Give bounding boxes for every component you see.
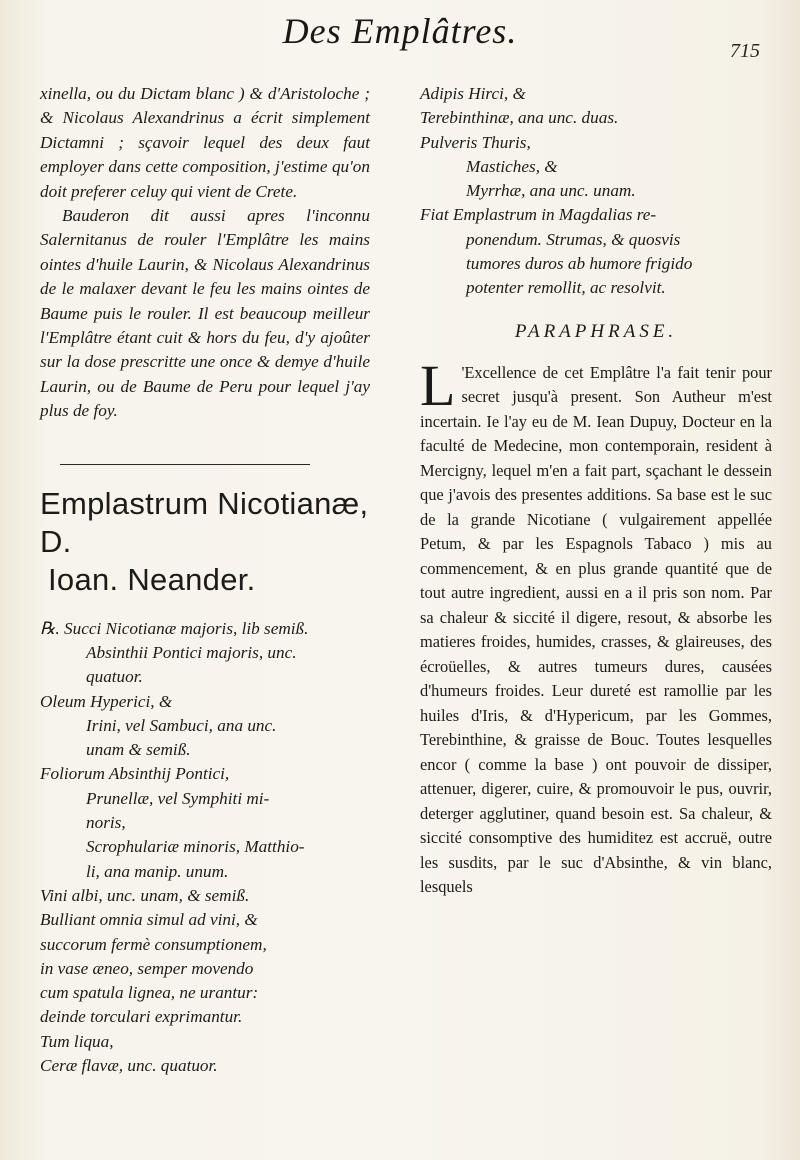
- recipe-line: cum spatula lignea, ne urantur:: [40, 983, 259, 1003]
- drop-cap: L: [420, 352, 456, 418]
- recipe-line: Terebinthinæ, ana unc. duas.: [420, 108, 619, 128]
- paraphrase-body: [420, 352, 772, 900]
- recipe-line: noris,: [86, 813, 126, 833]
- recipe-line: Oleum Hyperici, &: [40, 691, 173, 711]
- paraphrase-heading: PARAPHRASE.: [514, 320, 678, 342]
- left-column: [40, 82, 370, 1078]
- recipe-line: Foliorum Absinthij Pontici,: [40, 764, 230, 784]
- recipe-line: succorum fermè consumptionem,: [40, 934, 267, 954]
- recipe-line: potenter remollit, ac resolvit.: [466, 278, 666, 298]
- recipe-line: Myrrhæ, ana unc. unam.: [466, 181, 636, 201]
- running-head: Des Emplâtres.: [282, 11, 518, 51]
- paragraph-1: xinella, ou du Dictam blanc ) & d'Aristoloche ; & Nicolaus Alexandrinus a écrit simplement Dictamni ; sçavoir lequel des deux faut employer dans cette composition, j'estime qu'on doit preferer celuy qui vient de Crete.: [40, 84, 370, 201]
- page-number: 715: [730, 40, 760, 62]
- section-title-line-2: Ioan. Neander.: [48, 561, 256, 597]
- right-column: [420, 82, 772, 900]
- recipe-line: Mastiches, &: [466, 156, 558, 176]
- recipe-line: Ceræ flavæ, unc. quatuor.: [40, 1056, 218, 1076]
- recipe-list-right: [420, 82, 772, 301]
- recipe-line: Vini albi, unc. unam, & semiß.: [40, 885, 250, 905]
- recipe-line: Absinthii Pontici majoris, unc.: [86, 642, 297, 662]
- recipe-line: tumores duros ab humore frigido: [466, 254, 693, 274]
- recipe-line: Scrophulariæ minoris, Matthio-: [86, 837, 305, 857]
- recipe-line: li, ana manip. unum.: [86, 861, 229, 881]
- recipe-line: Prunellæ, vel Symphiti mi-: [86, 788, 270, 808]
- recipe-line: Adipis Hirci, &: [420, 84, 526, 103]
- opening-text: [40, 82, 370, 424]
- recipe-line: Tum liqua,: [40, 1031, 114, 1051]
- section-title: [40, 485, 370, 599]
- recipe-line: ponendum. Strumas, & quosvis: [466, 229, 681, 249]
- recipe-line: quatuor.: [86, 667, 143, 687]
- recipe-line: Pulveris Thuris,: [420, 132, 531, 152]
- recipe-line: Fiat Emplastrum in Magdalias re-: [420, 205, 657, 225]
- recipe-line: in vase æneo, semper movendo: [40, 958, 254, 978]
- recipe-line: Irini, vel Sambuci, ana unc.: [86, 715, 277, 735]
- recipe-line: deinde torculari exprimantur.: [40, 1007, 243, 1027]
- recipe-line: unam & semiß.: [86, 740, 191, 760]
- section-title-line-1: Emplastrum Nicotianæ, D.: [40, 485, 369, 559]
- section-divider: [60, 464, 310, 465]
- recipe-line: Bulliant omnia simul ad vini, &: [40, 910, 258, 930]
- recipe-list-left: [40, 617, 370, 1079]
- recipe-line: ℞. Succi Nicotianæ majoris, lib semiß.: [40, 618, 309, 638]
- paragraph-2: Bauderon dit aussi apres l'inconnu Salernitanus de rouler l'Emplâtre les mains ointes d'huile Laurin, & Nicolaus Alexandrinus de le malaxer devant le feu les mains ointes de Baume puis le rouler. Il est beaucoup meilleur l'Emplâtre étant cuit & hors du feu, d'y ajoûter sur la dose prescritte une once & demye d'huile Laurin, ou de Baume de Peru pour lequel j'ay plus de foy.: [40, 206, 370, 421]
- paraphrase-text: 'Excellence de cet Emplâtre l'a fait tenir pour secret jusqu'à present. Son Autheur m'est incertain. Ie l'ay eu de M. Iean Dupuy, Docteur en la faculté de Medecine, mon contemporain, resident à Mercigny, lequel m'en a fait part, sçachant le dessein que j'avois des presentes additions. Sa base est le suc de la grande Nicotiane ( vulgairement appellée Petum, & par les Espagnols Tabaco ) mis au commencement, & en plus grande quantité que de tout autre ingredient, aussi en a il pris son nom. Par sa chaleur & siccité il digere, resout, & absorbe les matieres froides, humides, crasses, & glaireuses, des écroüelles, & autres tumeurs dures, causées d'humeurs froides. Leur dureté est ramollie par les huiles d'Iris, & d'Hypericum, par les Gommes, Terebinthine, & graisse de Bouc. Toutes lesquelles encor ( comme la base ) ont pouvoir de dissiper, attenuer, digerer, cuire, & promouvoir le pus, ouvrir, deterger agglutiner, quand besoin est. Sa chaleur, & siccité consomptive des humiditez est accruë, outre les susdits, par le suc d'Absinthe, & vin blanc, lesquels: [420, 362, 772, 897]
